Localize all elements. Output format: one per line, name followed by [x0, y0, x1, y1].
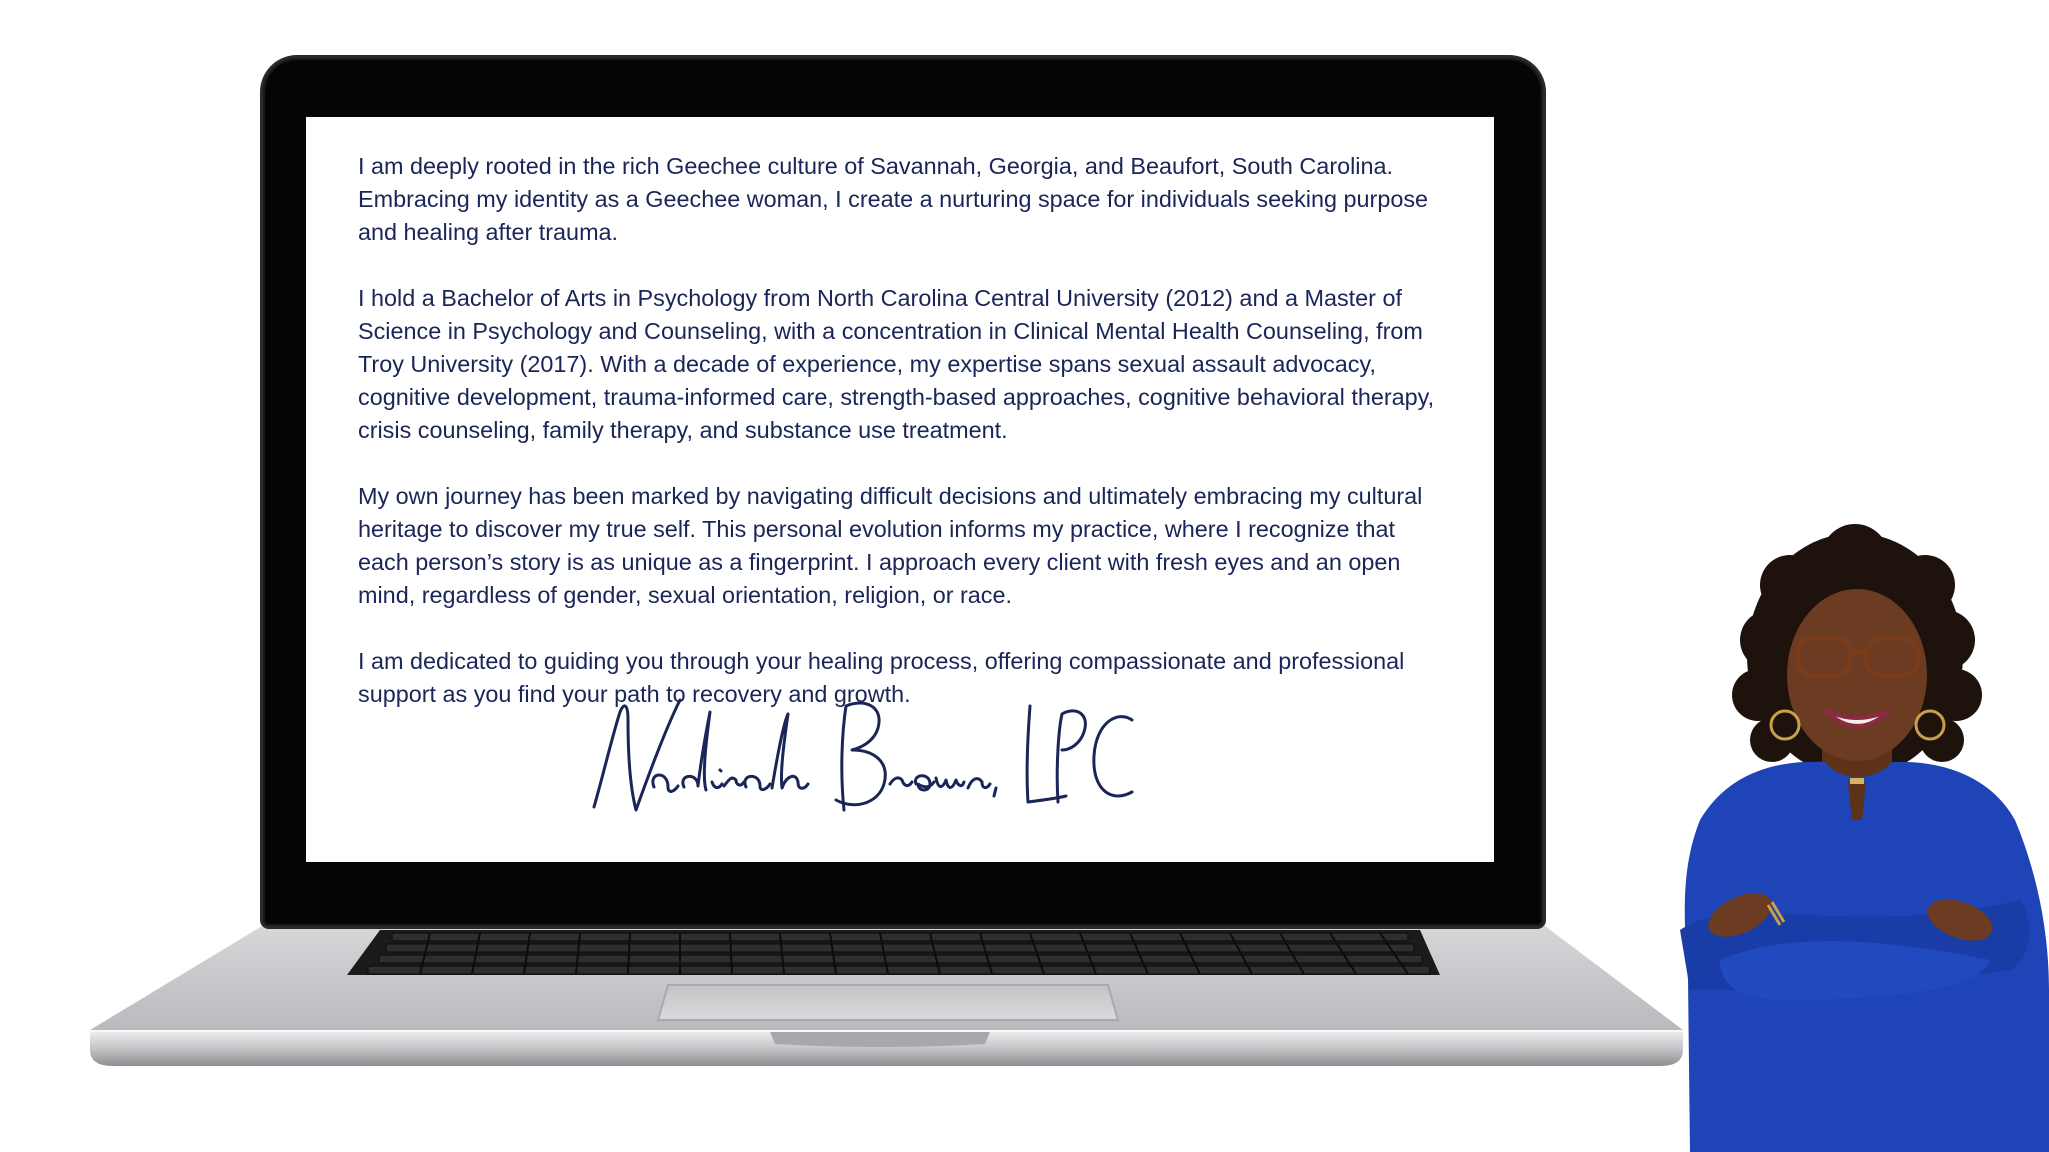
portrait-photo — [1660, 520, 2049, 1152]
signature — [584, 692, 1224, 842]
trackpad — [658, 985, 1118, 1020]
bio-paragraph: I am deeply rooted in the rich Geechee culture of Savannah, Georgia, and Beaufort, South Carolina. Embracing my identity as a Geechee woman, I create a nurturing space for individuals seeking purpose and healing after trauma. — [358, 153, 1429, 245]
bio-paragraph: I hold a Bachelor of Arts in Psychology from North Carolina Central University (2012) and a Master of Science in Psychology and Counseling, with a concentration in Clinical Mental Health Counseling, from Troy University (2017). With a decade of experience, my expertise spans sexual assault advocacy, cognitive development, trauma-informed care, strength-based approaches, cognitive behavioral therapy, crisis counseling, family therapy, and substance use treatment. — [358, 285, 1435, 443]
laptop-screen — [306, 117, 1494, 862]
bio-paragraph: I am dedicated to guiding you through your healing process, offering compassionate and professional support as you find your path to recovery and growth. — [358, 648, 1405, 707]
bio-text — [358, 150, 1448, 711]
bio-paragraph: My own journey has been marked by navigating difficult decisions and ultimately embracing my cultural heritage to discover my true self. This personal evolution informs my practice, where I recognize that each person’s story is as unique as a fingerprint. I approach every client with fresh eyes and an open mind, regardless of gender, sexual orientation, religion, or race. — [358, 483, 1423, 608]
